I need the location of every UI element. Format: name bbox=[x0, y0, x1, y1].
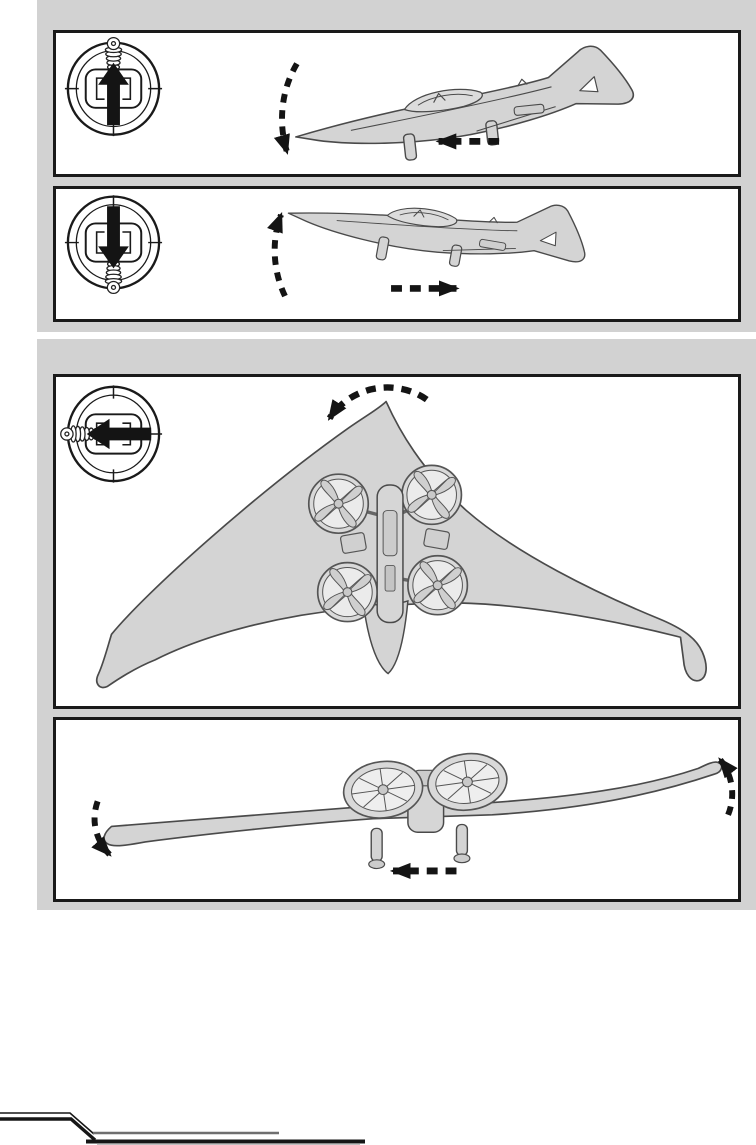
control-stick-down-icon bbox=[65, 195, 162, 293]
jet-side-view-nose-up bbox=[283, 189, 593, 293]
decorative-footer-rule bbox=[0, 1100, 380, 1145]
jet-side-view-nose-down bbox=[289, 42, 638, 171]
right-tilt-mechanism bbox=[423, 528, 450, 550]
center-pod bbox=[377, 485, 403, 622]
rotor-rear-left bbox=[318, 563, 377, 622]
dashed-arc-arrow-left-wing-down bbox=[95, 801, 110, 854]
rotor-rear-right bbox=[408, 556, 467, 615]
flying-wing-front-view bbox=[104, 749, 722, 869]
dashed-arc-arrow-down bbox=[282, 64, 297, 152]
control-stick-left-icon bbox=[61, 385, 162, 482]
panel-roll-front-view bbox=[53, 717, 741, 902]
panel-stick-up-illustration bbox=[56, 33, 738, 174]
left-tilt-mechanism bbox=[340, 532, 367, 554]
panel-stick-down-illustration bbox=[56, 189, 738, 319]
panel-top-view-illustration bbox=[56, 377, 738, 706]
panel-stick-left-top-view bbox=[53, 374, 741, 709]
panel-stick-up-pitch-down bbox=[53, 30, 741, 177]
section-aileron-control bbox=[37, 339, 756, 910]
flying-wing-top-view bbox=[97, 402, 706, 688]
panel-front-view-illustration bbox=[56, 720, 738, 899]
section-elevator-control bbox=[37, 0, 756, 332]
control-stick-up-icon bbox=[65, 38, 162, 137]
dashed-arc-arrow-up bbox=[275, 215, 285, 296]
rotor-front-left bbox=[309, 474, 368, 533]
panel-stick-down-pitch-up bbox=[53, 186, 741, 322]
rotor-front-right bbox=[402, 465, 461, 524]
